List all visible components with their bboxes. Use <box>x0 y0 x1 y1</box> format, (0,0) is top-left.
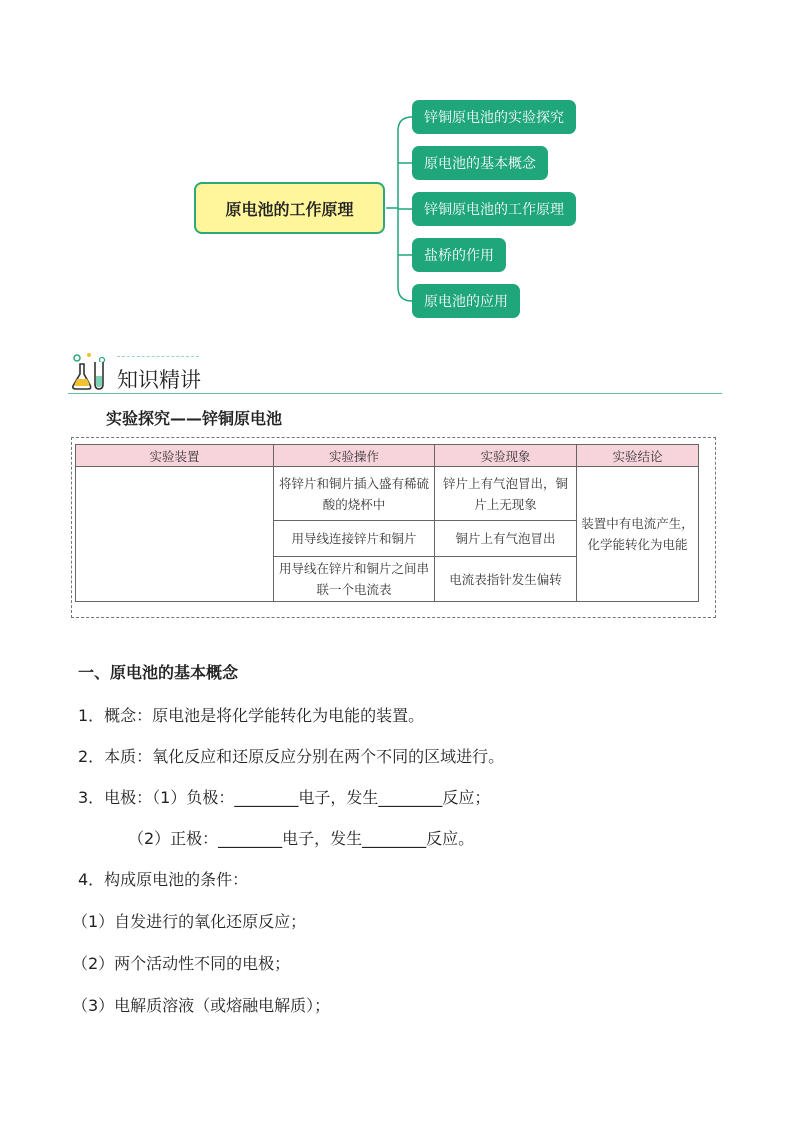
condition-3: （3）电解质溶液（或熔融电解质）； <box>72 996 331 1015</box>
conclusion-cell: 装置中有电流产生，化学能转化为电能 <box>577 467 699 602</box>
condition-1: （1）自发进行的氧化还原反应； <box>72 912 307 931</box>
operation-cell: 将锌片和铜片插入盛有稀硫酸的烧杯中 <box>274 467 435 521</box>
mindmap-branch-concept: 原电池的基本概念 <box>412 146 548 180</box>
section-top-dashes <box>117 356 199 357</box>
header-conclusion: 实验结论 <box>577 445 699 467</box>
phenomenon-cell: 铜片上有气泡冒出 <box>435 521 577 557</box>
header-operation: 实验操作 <box>274 445 435 467</box>
phenomenon-cell: 锌片上有气泡冒出，铜片上无现象 <box>435 467 577 521</box>
header-apparatus: 实验装置 <box>76 445 274 467</box>
header-phenomenon: 实验现象 <box>435 445 577 467</box>
mindmap-connectors <box>0 0 794 340</box>
apparatus-cell <box>76 467 274 602</box>
electrode-negative-line: 3．电极：（1）负极：________电子，发生________反应； <box>78 788 491 807</box>
lab-flask-icon <box>68 352 110 392</box>
electrode-positive-line: （2）正极：________电子，发生________反应。 <box>128 829 475 848</box>
experiment-table <box>75 444 699 602</box>
section-heading: 一、原电池的基本概念 <box>78 663 239 682</box>
phenomenon-cell: 电流表指针发生偏转 <box>435 557 577 602</box>
operation-cell: 用导线连接锌片和铜片 <box>274 521 435 557</box>
concept-line: 1．概念：原电池是将化学能转化为电能的装置。 <box>78 706 425 725</box>
mindmap-branch-principle: 锌铜原电池的工作原理 <box>412 192 576 226</box>
section-divider <box>68 393 722 394</box>
essence-line: 2．本质：氧化反应和还原反应分别在两个不同的区域进行。 <box>78 747 505 766</box>
mindmap-branch-application: 原电池的应用 <box>412 284 520 318</box>
mindmap-root: 原电池的工作原理 <box>194 182 385 234</box>
condition-2: （2）两个活动性不同的电极； <box>72 954 291 973</box>
conditions-heading: 4．构成原电池的条件： <box>78 870 249 889</box>
experiment-subtitle: 实验探究——锌铜原电池 <box>106 409 283 428</box>
section-title: 知识精讲 <box>117 368 201 392</box>
operation-cell: 用导线在锌片和铜片之间串联一个电流表 <box>274 557 435 602</box>
mindmap-branch-experiment: 锌铜原电池的实验探究 <box>412 100 576 134</box>
mindmap-branch-salt-bridge: 盐桥的作用 <box>412 238 506 272</box>
table-row <box>76 467 699 521</box>
